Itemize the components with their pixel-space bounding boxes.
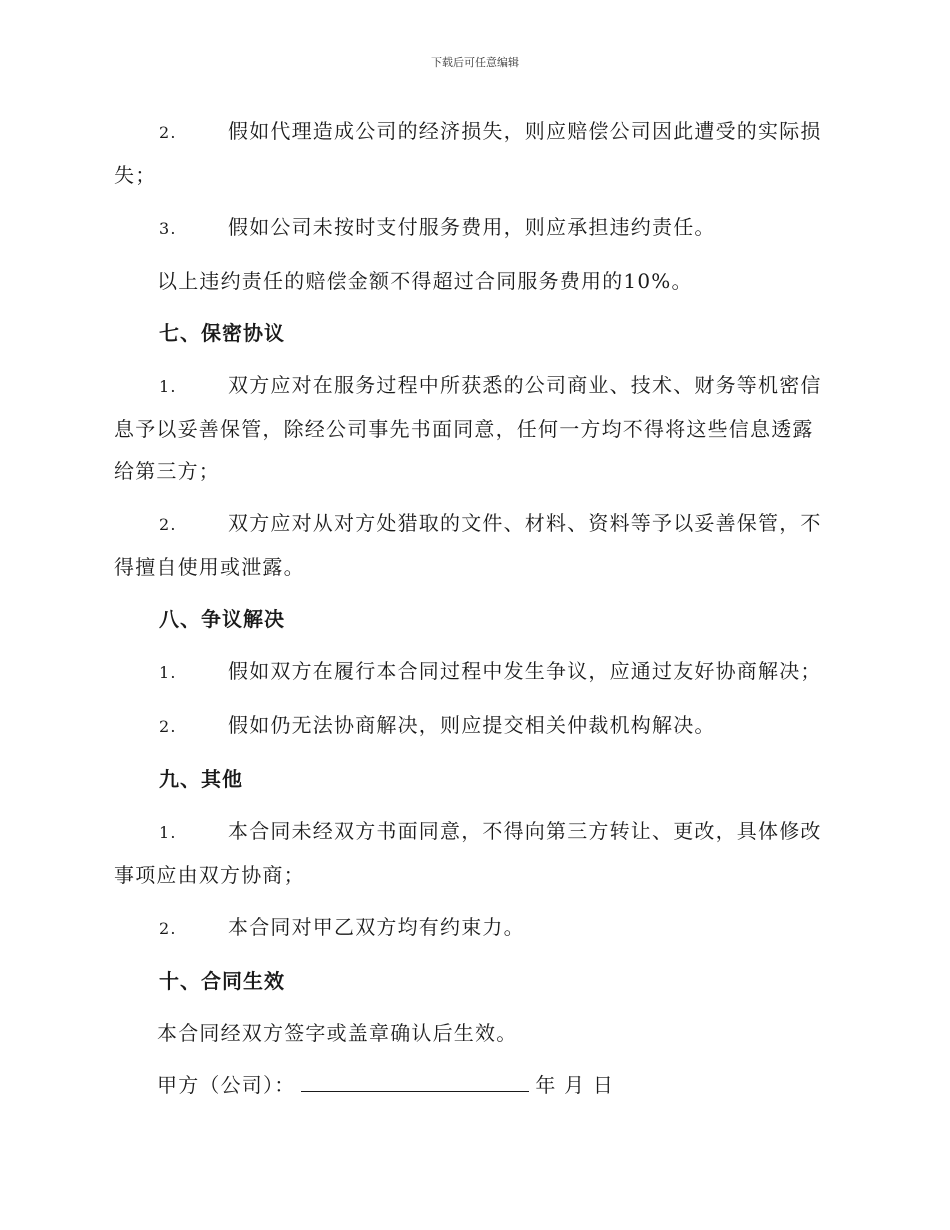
- clause-text: 本合同未经双方书面同意，不得向第三方转让、更改，具体修改事项应由双方协商；: [114, 819, 822, 887]
- clause-number: 2.: [159, 717, 177, 736]
- clause-text: 双方应对在服务过程中所获悉的公司商业、技术、财务等机密信息予以妥善保管，除经公司事先书面同意，任何一方均不得将这些信息透露给第三方；: [114, 373, 822, 483]
- effective-clause: 本合同经双方签字或盖章确认后生效。: [157, 1021, 518, 1045]
- clause-number: 1.: [159, 823, 177, 842]
- signature-label: 甲方（公司）：: [157, 1073, 296, 1097]
- clause-7-1: [114, 364, 834, 492]
- signature-date: 年 月 日: [535, 1073, 615, 1097]
- clause-7-2: [114, 502, 834, 588]
- clause-text: 假如双方在履行本合同过程中发生争议，应通过友好协商解决；: [228, 659, 822, 683]
- section-heading-7: 七、保密协议: [159, 321, 285, 345]
- clause-6-3: [114, 206, 834, 250]
- clause-9-1: [114, 810, 834, 896]
- clause-number: 1.: [159, 377, 177, 396]
- clause-text: 假如代理造成公司的经济损失，则应赔偿公司因此遭受的实际损失；: [114, 119, 822, 187]
- signature-line: [114, 1064, 834, 1106]
- clause-number: 3.: [159, 219, 177, 238]
- liability-note: 以上违约责任的赔偿金额不得超过合同服务费用的10%。: [157, 269, 693, 293]
- page-header: 下载后可任意编辑: [431, 56, 519, 69]
- clause-8-1: [114, 650, 834, 694]
- section-heading-10: 十、合同生效: [159, 969, 285, 993]
- clause-text: 双方应对从对方处猎取的文件、材料、资料等予以妥善保管，不得擅自使用或泄露。: [114, 511, 822, 579]
- clause-6-2: [114, 110, 834, 196]
- clause-number: 1.: [159, 663, 177, 682]
- clause-number: 2.: [159, 919, 177, 938]
- clause-text: 假如仍无法协商解决，则应提交相关仲裁机构解决。: [228, 713, 716, 737]
- clause-number: 2.: [159, 515, 177, 534]
- clause-9-2: [114, 906, 834, 950]
- section-heading-8: 八、争议解决: [159, 607, 285, 631]
- signature-blank: [301, 1069, 529, 1092]
- section-heading-9: 九、其他: [159, 767, 243, 791]
- clause-number: 2.: [159, 123, 177, 142]
- clause-text: 本合同对甲乙双方均有约束力。: [228, 915, 525, 939]
- document-body: [114, 110, 834, 1116]
- clause-8-2: [114, 704, 834, 748]
- clause-text: 假如公司未按时支付服务费用，则应承担违约责任。: [228, 215, 716, 239]
